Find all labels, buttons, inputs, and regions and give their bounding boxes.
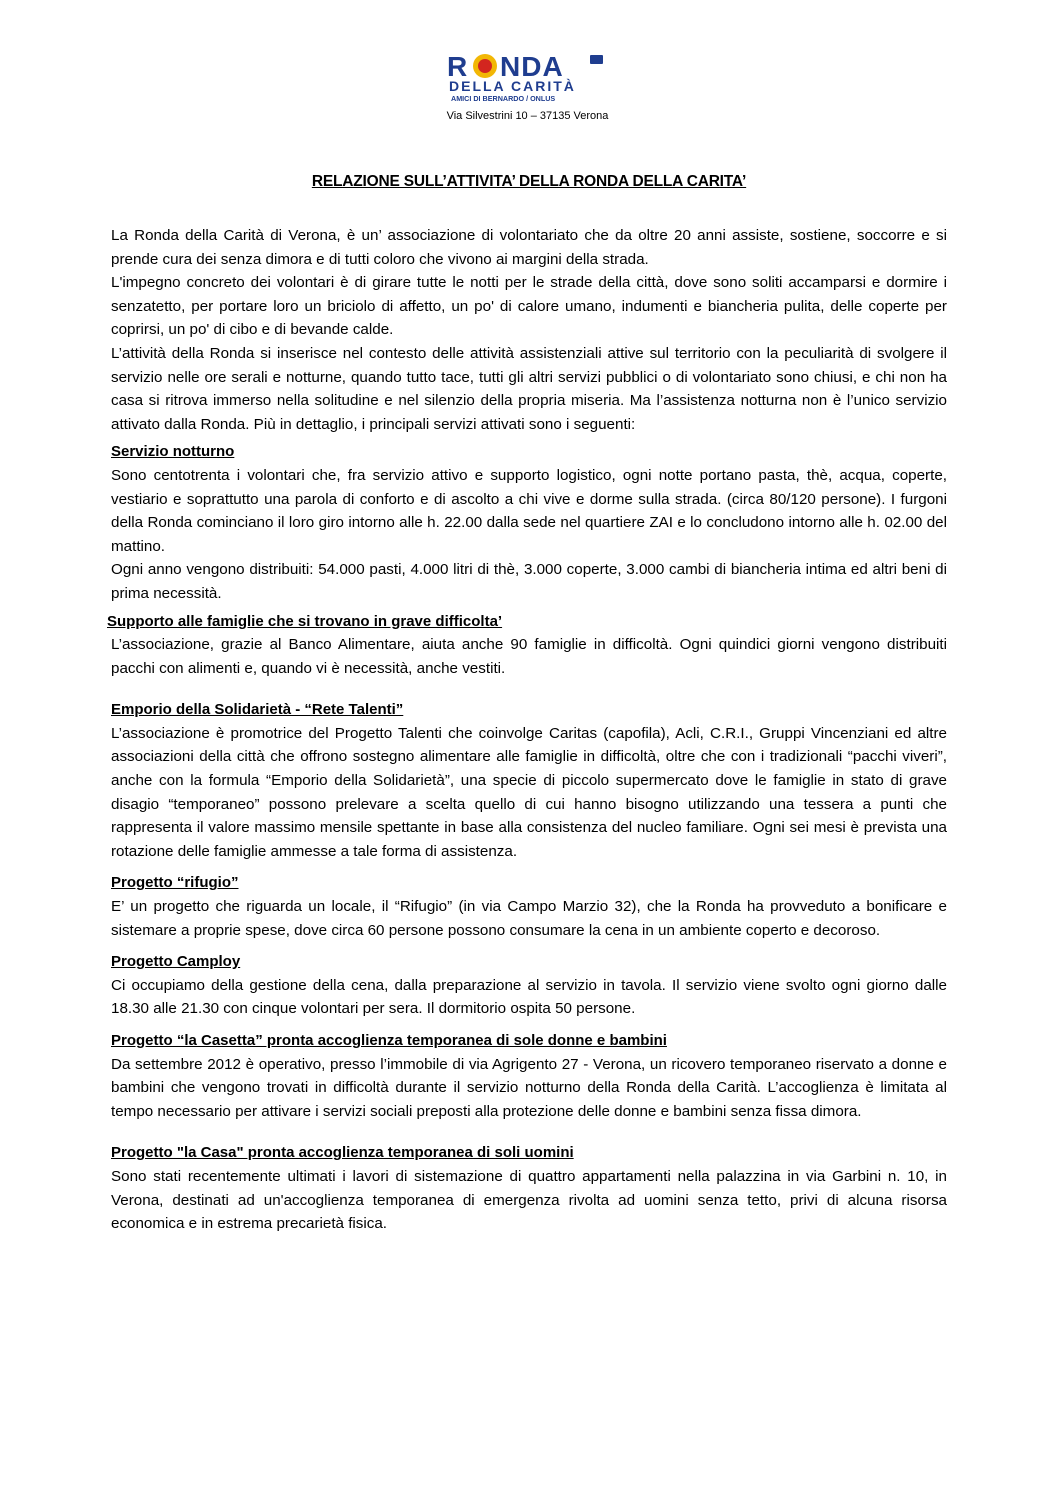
intro-paragraph: L’attività della Ronda si inserisce nel contesto delle attività assistenziali attive sul territorio con la peculiarità di svolgere il servizio nelle ore serali e notturne, quando tutto tace, tutti gli altri servizi pubblici o di volontariato sono chiusi, e chi non ha casa si ritrova immerso nella solitudine e nel silenzio della propria miseria. Ma l’assistenza notturna non è l’unico servizio attivato dalla Ronda. Più in dettaglio, i principali servizi attivati sono i seguenti: <box>111 344 947 433</box>
section-paragraph: Ogni anno vengono distribuiti: 54.000 pasti, 4.000 litri di thè, 3.000 coperte, 3.000 cambi di biancheria intima ed altri beni di prima necessità. <box>111 561 947 602</box>
document-body <box>107 224 947 1236</box>
section-heading: Supporto alle famiglie che si trovano in grave difficolta’ <box>107 612 503 630</box>
svg-text:NDA: NDA <box>500 52 564 82</box>
ronda-logo <box>445 52 620 104</box>
section-paragraph: L’associazione è promotrice del Progetto Talenti che coinvolge Caritas (capofila), Acli, C.R.I., Gruppi Vincenziani ed altre associazioni della città che offrono sostegno alimentare alle famiglie in difficoltà, oltre che con i tradizionali “pacchi viveri”, anche con la formula “Emporio della Solidarietà”, una specie di piccolo supermercato dove le famiglie in stato di grave disagio “temporaneo” possono prelevare a scelta quello di cui hanno bisogno utilizzando una tessera a punti che rappresenta il valore massimo mensile spettante in base alla consistenza del nucleo familiare. Ogni sei mesi è prevista una rotazione delle famiglie ammesse a tale forma di assistenza. <box>111 724 947 860</box>
address: Via Silvestrini 10 – 37135 Verona <box>446 110 609 122</box>
section-paragraph: E’ un progetto che riguarda un locale, il “Rifugio” (in via Campo Marzio 32), che la Ronda ha provveduto a bonificare e sistemare a proprie spese, dove circa 60 persone possono consumare la cena in un ambiente coperto e decoroso. <box>111 898 947 939</box>
intro-paragraph: La Ronda della Carità di Verona, è un’ associazione di volontariato che da oltre 20 anni assiste, sostiene, soccorre e si prende cura dei senza dimora e di tutti coloro che vivono ai margini della strada. <box>111 227 947 268</box>
section-heading: Servizio notturno <box>111 443 235 461</box>
intro-paragraph: L'impegno concreto dei volontari è di girare tutte le notti per le strade della città, dove sono soliti accamparsi e dormire i senzatetto, per portare loro un briciolo di affetto, un po' di calore umano, indumenti e biancheria pulita, delle coperte per coprirsi, un po' di cibo e di bevande calde. <box>111 274 947 339</box>
logo-tag-text: AMICI DI BERNARDO / ONLUS <box>451 94 556 103</box>
page-title: RELAZIONE SULL’ATTIVITA’ DELLA RONDA DELLA CARITA’ <box>311 173 747 190</box>
svg-text:R: R <box>447 52 469 82</box>
section-paragraph: Da settembre 2012 è operativo, presso l’immobile di via Agrigento 27 - Verona, un ricovero temporaneo riservato a donne e bambini che vengono trovati in difficoltà durante il servizio notturno della Ronda della Carità. L’accoglienza è limitata al tempo necessario per attivare i servizi sociali preposti alla protezione delle donne e bambini senza fissa dimora. <box>111 1055 947 1120</box>
section-heading: Progetto “rifugio” <box>111 874 239 892</box>
section-heading: Progetto “la Casetta” pronta accoglienza temporanea di sole donne e bambini <box>111 1032 667 1049</box>
section-paragraph: Ci occupiamo della gestione della cena, dalla preparazione al servizio in tavola. Il servizio viene svolto ogni giorno dalle 18.30 alle 21.30 con cinque volontari per sera. Il dormitorio ospita 50 persone. <box>111 976 947 1018</box>
section-paragraph: Sono stati recentemente ultimati i lavori di sistemazione di quattro appartamenti nella palazzina in via Garbini n. 10, in Verona, destinati ad un'accoglienza temporanea di emergenza rivolta ad uomini senza tetto, privi di alcuna risorsa economica e in estrema precarietà fisica. <box>111 1167 947 1233</box>
section-heading: Progetto "la Casa" pronta accoglienza temporanea di soli uomini <box>111 1144 574 1162</box>
section-paragraph: Sono centotrenta i volontari che, fra servizio attivo e supporto logistico, ogni notte portano pasta, thè, acqua, coperte, vestiario e soprattutto una parola di conforto e di ascolto a chi vive e dorme sulla strada. (circa 80/120 persone). I furgoni della Ronda cominciano il loro giro intorno alle h. 22.00 dalla sede nel quartiere ZAI e lo concludono intorno alle h. 02.00 del mattino. <box>111 466 947 555</box>
section-heading: Progetto Camploy <box>111 953 241 971</box>
section-heading: Emporio della Solidarietà - “Rete Talenti” <box>111 701 404 719</box>
logo-sub-text: DELLA CARITÀ <box>449 78 576 94</box>
section-paragraph: L’associazione, grazie al Banco Alimentare, aiuta anche 90 famiglie in difficoltà. Ogni quindici giorni vengono distribuiti pacchi con alimenti e, quando vi è necessità, anche vestiti. <box>111 636 947 677</box>
